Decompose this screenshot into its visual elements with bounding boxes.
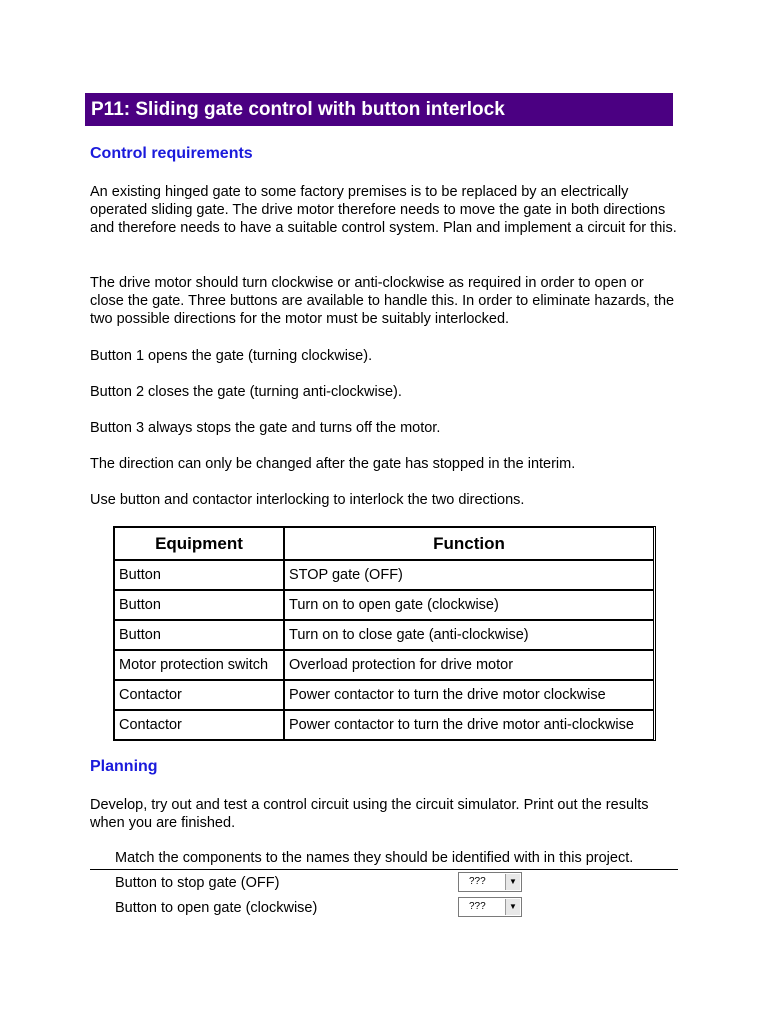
control-requirements-heading: Control requirements <box>90 145 253 162</box>
select-value: ??? <box>469 901 486 912</box>
requirements-paragraph-6: The direction can only be changed after the gate has stopped in the interim. <box>90 456 576 472</box>
table-header-row <box>115 528 653 561</box>
table-row <box>115 591 653 621</box>
table-row <box>115 621 653 651</box>
function-cell: Overload protection for drive motor <box>285 651 653 681</box>
equipment-cell: Contactor <box>115 711 285 739</box>
equipment-table <box>113 526 656 741</box>
match-label-open-button: Button to open gate (clockwise) <box>115 900 318 916</box>
equipment-cell: Contactor <box>115 681 285 711</box>
dropdown-arrow-icon[interactable]: ▼ <box>505 874 520 890</box>
dropdown-arrow-icon[interactable]: ▼ <box>505 899 520 915</box>
match-select-stop-button[interactable] <box>458 872 522 892</box>
requirements-paragraph-3: Button 1 opens the gate (turning clockwise). <box>90 348 373 364</box>
table-row <box>115 711 653 739</box>
select-value: ??? <box>469 876 486 887</box>
header-equipment: Equipment <box>115 528 285 561</box>
planning-paragraph: Develop, try out and test a control circuit using the circuit simulator. Print out the results when you are finished. <box>90 797 649 831</box>
header-function: Function <box>285 528 653 561</box>
function-cell: Turn on to open gate (clockwise) <box>285 591 653 621</box>
equipment-cell: Button <box>115 591 285 621</box>
table-row <box>115 561 653 591</box>
requirements-paragraph-1: An existing hinged gate to some factory premises is to be replaced by an electrically operated sliding gate. The drive motor therefore needs to move the gate in both directions and therefore needs to have a suitable control system. Plan and implement a circuit for this. <box>90 184 677 236</box>
planning-heading: Planning <box>90 758 158 775</box>
requirements-paragraph-7: Use button and contactor interlocking to interlock the two directions. <box>90 492 525 508</box>
requirements-paragraph-2: The drive motor should turn clockwise or anti-clockwise as required in order to open or close the gate. Three buttons are available to handle this. In order to eliminate hazards, the two possible directions for the motor must be suitably interlocked. <box>90 275 675 327</box>
equipment-cell: Motor protection switch <box>115 651 285 681</box>
matching-divider <box>90 869 678 870</box>
table-row <box>115 681 653 711</box>
page-title: P11: Sliding gate control with button interlock <box>85 93 673 126</box>
function-cell: Power contactor to turn the drive motor anti-clockwise <box>289 717 634 733</box>
requirements-paragraph-5: Button 3 always stops the gate and turns off the motor. <box>90 420 441 436</box>
match-select-open-button[interactable] <box>458 897 522 917</box>
function-cell: STOP gate (OFF) <box>285 561 653 591</box>
requirements-paragraph-4: Button 2 closes the gate (turning anti-clockwise). <box>90 384 402 400</box>
equipment-cell: Button <box>115 561 285 591</box>
function-cell: Power contactor to turn the drive motor clockwise <box>285 681 653 711</box>
function-cell: Turn on to close gate (anti-clockwise) <box>285 621 653 651</box>
equipment-cell: Button <box>115 621 285 651</box>
table-row <box>115 651 653 681</box>
matching-instruction: Match the components to the names they should be identified with in this project. <box>115 850 634 866</box>
match-label-stop-button: Button to stop gate (OFF) <box>115 875 280 891</box>
